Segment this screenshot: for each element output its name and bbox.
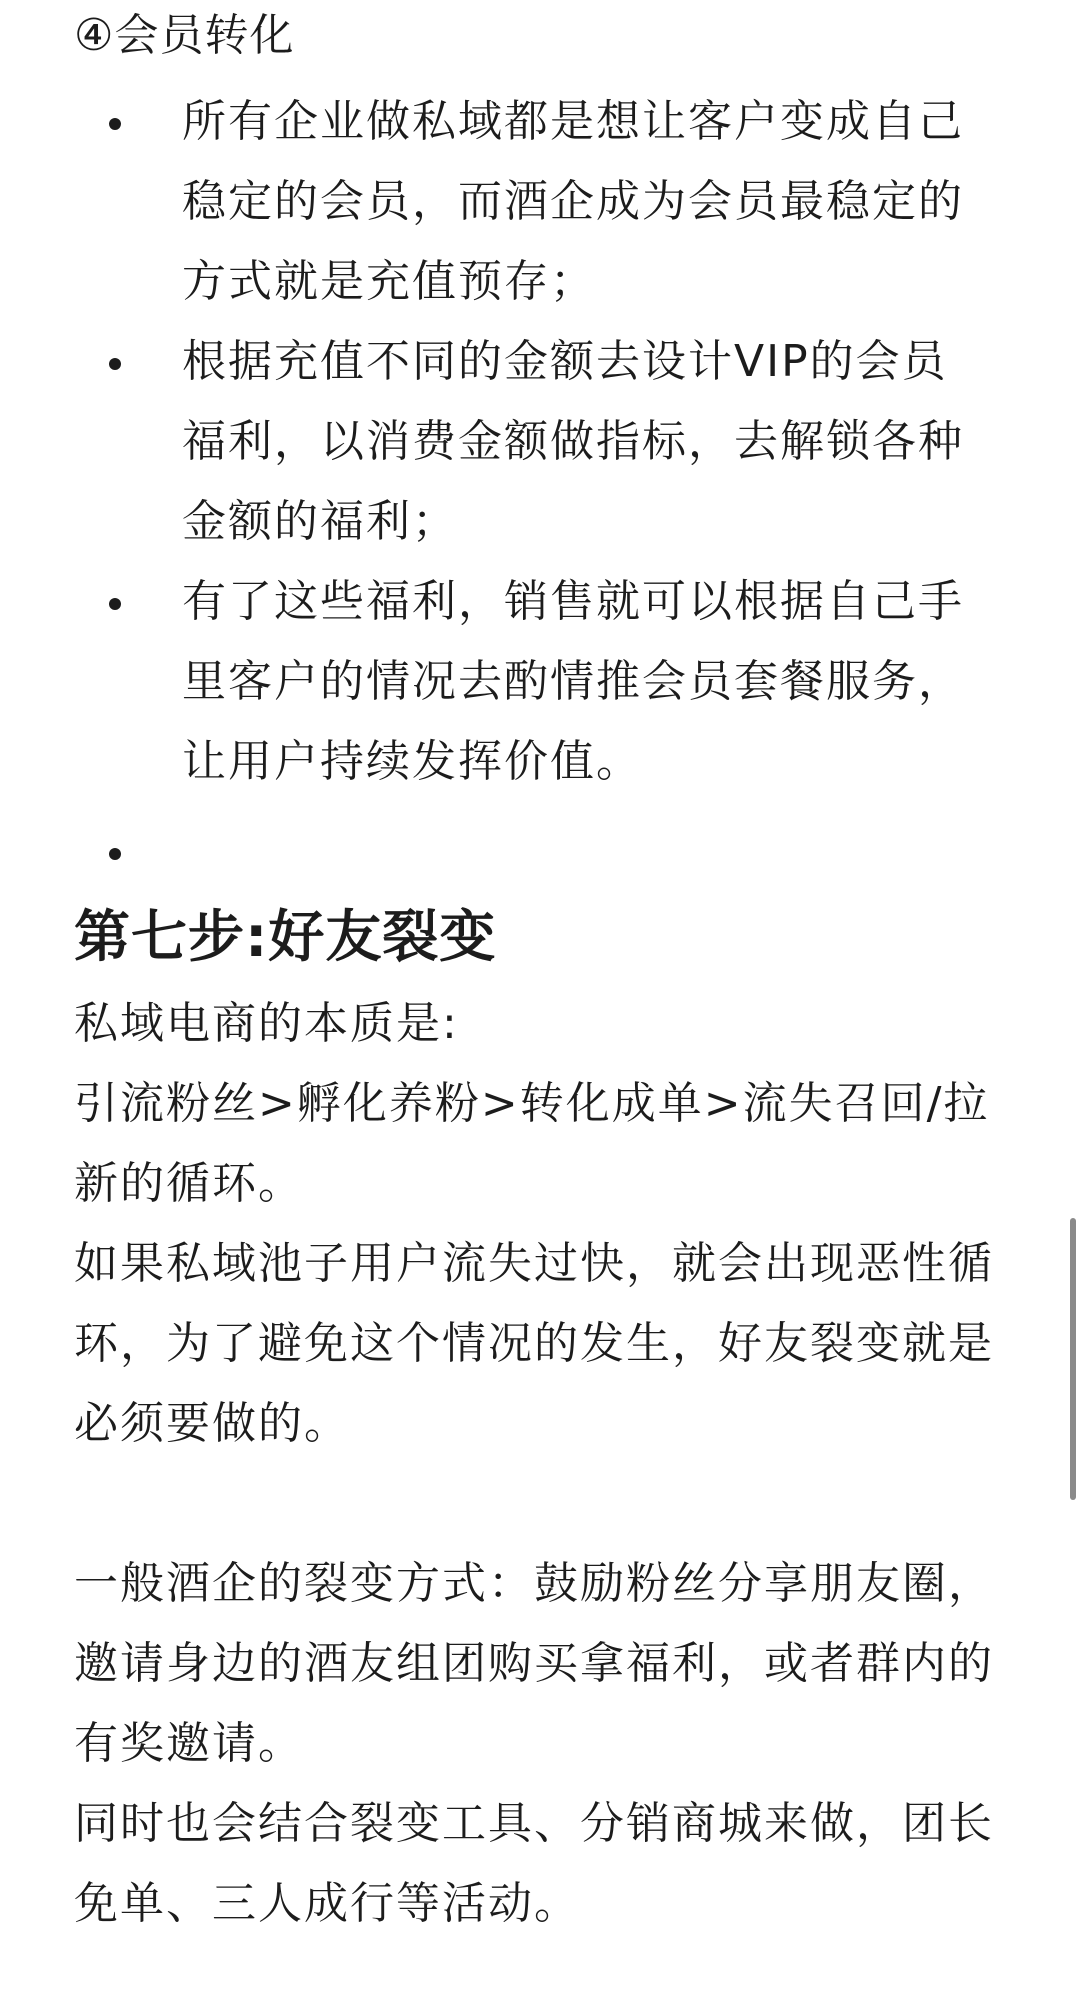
bullet-icon [109, 848, 121, 860]
article-content [74, 0, 1024, 1944]
scrollbar-thumb[interactable] [1070, 1218, 1076, 1500]
section-heading: 第七步:好友裂变 [74, 905, 497, 970]
paragraph: 同时也会结合裂变工具、分销商城来做，团长免单、三人成行等活动。 [74, 1798, 994, 1929]
paragraph: 如果私域池子用户流失过快，就会出现恶性循环，为了避免这个情况的发生，好友裂变就是必须要做的。 [74, 1238, 994, 1449]
list-item [74, 562, 1024, 802]
list-item-text: 有了这些福利，销售就可以根据自己手里客户的情况去酌情推会员套餐服务，让用户持续发挥价值。 [182, 576, 964, 787]
paragraph-spacer [74, 1464, 1024, 1544]
bullet-icon [109, 598, 121, 610]
bullet-icon [109, 118, 121, 130]
section-subheading: ④会员转化 [74, 10, 295, 61]
paragraph: 引流粉丝>孵化养粉>转化成单>流失召回/拉新的循环。 [74, 1078, 990, 1209]
list-item-empty [74, 812, 1024, 892]
benefits-list [74, 82, 1024, 892]
list-item-text: 根据充值不同的金额去设计VIP的会员福利，以消费金额做指标，去解锁各种金额的福利； [182, 336, 964, 547]
bullet-icon [109, 358, 121, 370]
list-item [74, 82, 1024, 322]
list-item [74, 322, 1024, 562]
paragraph: 私域电商的本质是: [74, 998, 459, 1049]
list-item-text: 所有企业做私域都是想让客户变成自己稳定的会员，而酒企成为会员最稳定的方式就是充值预存； [182, 96, 964, 307]
paragraph: 一般酒企的裂变方式：鼓励粉丝分享朋友圈，邀请身边的酒友组团购买拿福利，或者群内的有奖邀请。 [74, 1558, 994, 1769]
